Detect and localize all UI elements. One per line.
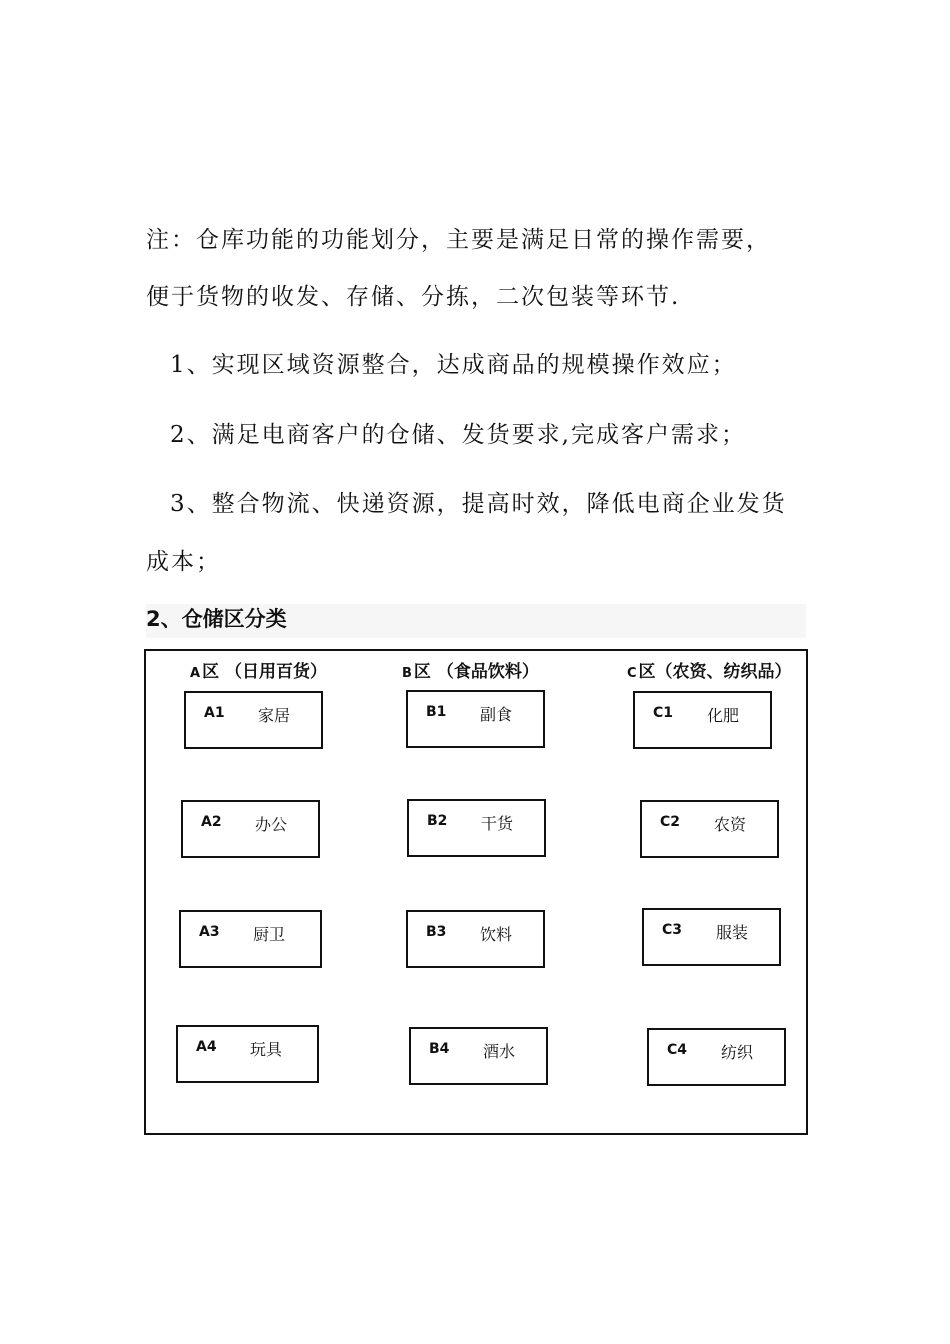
- box-code: B2: [427, 813, 448, 829]
- box-name: 厨卫: [253, 925, 286, 944]
- note-line-2: 便于货物的收发、存储、分拣，二次包装等环节.: [146, 284, 681, 310]
- box-code: B4: [429, 1041, 450, 1057]
- box-name: 饮料: [480, 925, 513, 944]
- note-item-3: 3、整合物流、快递资源，提高时效，降低电商企业发货: [170, 491, 787, 517]
- box-code: A2: [201, 814, 222, 830]
- zone-box-b4: [409, 1027, 548, 1085]
- box-name: 酒水: [483, 1042, 516, 1061]
- box-code: A4: [196, 1039, 217, 1055]
- box-code: C2: [660, 814, 681, 830]
- zone-box-a1: [184, 691, 323, 749]
- zone-a-title: [190, 657, 327, 682]
- zone-box-c3: [642, 908, 781, 966]
- box-code: C3: [662, 922, 683, 938]
- box-name: 家居: [258, 706, 291, 725]
- zone-c-label: 区（农资、纺织品）: [638, 662, 792, 682]
- box-name: 副食: [480, 705, 513, 724]
- box-name: 纺织: [721, 1043, 754, 1062]
- zone-b-letter: B: [402, 666, 412, 681]
- box-code: A3: [199, 924, 220, 940]
- zone-box-a2: [181, 800, 320, 858]
- zone-a-label: 区 （日用百货）: [202, 662, 327, 682]
- box-name: 服装: [716, 923, 749, 942]
- zone-box-a4: [176, 1025, 319, 1083]
- box-code: B1: [426, 704, 447, 720]
- zone-c-letter: C: [627, 666, 637, 681]
- zone-box-c1: [633, 691, 772, 749]
- box-name: 农资: [714, 815, 747, 834]
- box-name: 化肥: [707, 706, 740, 725]
- zone-box-b1: [406, 690, 545, 748]
- note-item-3-cont: 成本；: [146, 549, 221, 575]
- note-item-2: 2、满足电商客户的仓储、发货要求,完成客户需求；: [170, 422, 746, 448]
- zone-box-c2: [640, 800, 779, 858]
- zone-c-title: [627, 657, 792, 682]
- zone-b-title: [402, 657, 539, 682]
- zone-box-c4: [647, 1028, 786, 1086]
- section-heading: 2、仓储区分类: [146, 607, 287, 631]
- zone-box-b2: [407, 799, 546, 857]
- box-code: C1: [653, 705, 674, 721]
- zone-box-a3: [179, 910, 322, 968]
- box-name: 办公: [255, 815, 288, 834]
- zone-box-b3: [406, 910, 545, 968]
- box-name: 玩具: [250, 1040, 283, 1059]
- note-line-1: 注：仓库功能的功能划分，主要是满足日常的操作需要，: [146, 227, 771, 253]
- zone-b-label: 区 （食品饮料）: [413, 662, 539, 682]
- note-item-1: 1、实现区域资源整合，达成商品的规模操作效应；: [170, 352, 737, 378]
- storage-zone-diagram: [144, 649, 808, 1135]
- box-name: 干货: [481, 814, 514, 833]
- box-code: A1: [204, 705, 225, 721]
- box-code: B3: [426, 924, 447, 940]
- zone-a-letter: A: [190, 666, 201, 681]
- box-code: C4: [667, 1042, 688, 1058]
